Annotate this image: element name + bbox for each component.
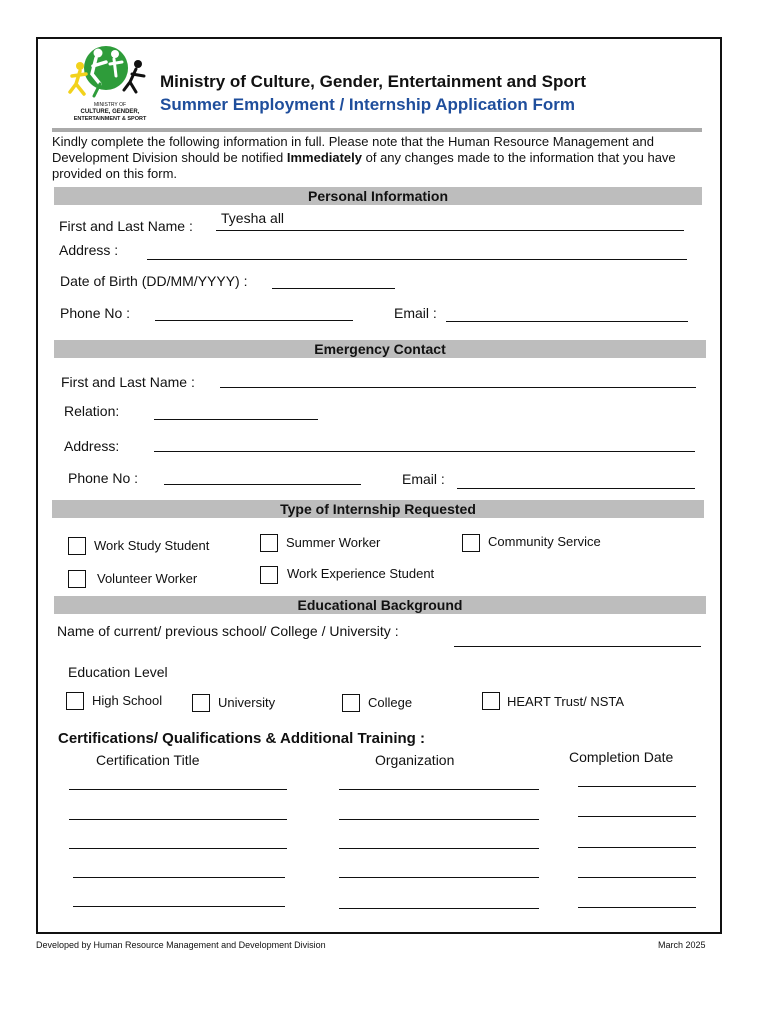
logo-line-3: ENTERTAINMENT & SPORT [73, 116, 147, 122]
certifications-heading: Certifications/ Qualifications & Additional Training : [58, 730, 425, 747]
education-level-label: Education Level [68, 664, 168, 680]
personal-address-label: Address : [59, 242, 119, 258]
personal-email-label: Email : [394, 305, 437, 321]
title-divider [52, 128, 702, 132]
intro-after: of any changes made to the information that you have provided on this form. [52, 150, 676, 181]
personal-dob-line[interactable] [272, 288, 395, 289]
col-organization: Organization [375, 752, 455, 768]
cert-org-line-1[interactable] [339, 789, 539, 790]
label-community-service: Community Service [488, 534, 601, 549]
checkbox-university[interactable] [192, 694, 210, 712]
intro-emphasis: Immediately [286, 150, 363, 165]
emergency-address-line[interactable] [154, 451, 695, 452]
emergency-name-label: First and Last Name : [61, 374, 195, 390]
personal-dob-label: Date of Birth (DD/MM/YYYY) : [60, 273, 248, 289]
emergency-address-label: Address: [64, 438, 120, 454]
cert-org-line-3[interactable] [339, 848, 539, 849]
checkbox-summer-worker[interactable] [260, 534, 278, 552]
col-certification-title: Certification Title [96, 752, 200, 768]
checkbox-heart-trust-nsta[interactable] [482, 692, 500, 710]
emergency-name-line[interactable] [220, 387, 696, 388]
cert-date-line-4[interactable] [578, 877, 696, 878]
label-university: University [218, 695, 276, 710]
school-line[interactable] [454, 646, 701, 647]
checkbox-high-school[interactable] [66, 692, 84, 710]
footer-date: March 2025 [658, 940, 706, 950]
checkbox-community-service[interactable] [462, 534, 480, 552]
label-college: College [368, 695, 413, 710]
personal-name-value[interactable]: Tyesha all [221, 210, 285, 226]
personal-address-line[interactable] [147, 259, 687, 260]
personal-name-label: First and Last Name : [59, 218, 193, 234]
checkbox-work-study-student[interactable] [68, 537, 86, 555]
logo-line-1: MINISTRY OF [93, 102, 127, 108]
label-work-experience-student: Work Experience Student [287, 566, 435, 581]
emergency-email-label: Email : [402, 471, 445, 487]
section-educational-background: Educational Background [54, 596, 706, 614]
label-high-school: High School [92, 693, 163, 708]
checkbox-college[interactable] [342, 694, 360, 712]
cert-title-line-3[interactable] [69, 848, 287, 849]
cert-org-line-2[interactable] [339, 819, 539, 820]
cert-title-line-5[interactable] [73, 906, 285, 907]
intro-before: Kindly complete the following information in full. Please note that the Human Resource Management and Development Division should be notified [52, 134, 654, 165]
cert-org-line-4[interactable] [339, 877, 539, 878]
emergency-phone-line[interactable] [164, 484, 361, 485]
personal-phone-label: Phone No : [60, 305, 131, 321]
cert-date-line-3[interactable] [578, 847, 696, 848]
cert-title-line-1[interactable] [69, 789, 287, 790]
cert-date-line-1[interactable] [578, 786, 696, 787]
intro-text [52, 134, 716, 182]
label-summer-worker: Summer Worker [286, 535, 381, 550]
label-heart-trust-nsta: HEART Trust/ NSTA [507, 694, 625, 709]
personal-name-line[interactable] [216, 230, 684, 231]
cert-title-line-2[interactable] [69, 819, 287, 820]
cert-date-line-2[interactable] [578, 816, 696, 817]
logo-line-2: CULTURE, GENDER, [80, 109, 140, 115]
cert-org-line-5[interactable] [339, 908, 539, 909]
emergency-phone-label: Phone No : [68, 470, 139, 486]
ministry-logo [66, 44, 156, 126]
label-volunteer-worker: Volunteer Worker [97, 571, 198, 586]
col-completion-date: Completion Date [569, 749, 674, 765]
section-internship-type: Type of Internship Requested [52, 500, 704, 518]
personal-phone-line[interactable] [155, 320, 353, 321]
cert-title-line-4[interactable] [73, 877, 285, 878]
emergency-relation-label: Relation: [64, 403, 120, 419]
emergency-relation-line[interactable] [154, 419, 318, 420]
cert-date-line-5[interactable] [578, 907, 696, 908]
section-emergency-contact: Emergency Contact [54, 340, 706, 358]
personal-email-line[interactable] [446, 321, 688, 322]
school-label: Name of current/ previous school/ College / University : [57, 623, 399, 639]
org-title: Ministry of Culture, Gender, Entertainment and Sport [160, 72, 586, 91]
label-work-study-student: Work Study Student [94, 538, 210, 553]
section-personal-information: Personal Information [54, 187, 702, 205]
checkbox-volunteer-worker[interactable] [68, 570, 86, 588]
form-title: Summer Employment / Internship Application Form [160, 95, 575, 114]
footer-developed-by: Developed by Human Resource Management and Development Division [36, 940, 326, 950]
checkbox-work-experience-student[interactable] [260, 566, 278, 584]
emergency-email-line[interactable] [457, 488, 695, 489]
